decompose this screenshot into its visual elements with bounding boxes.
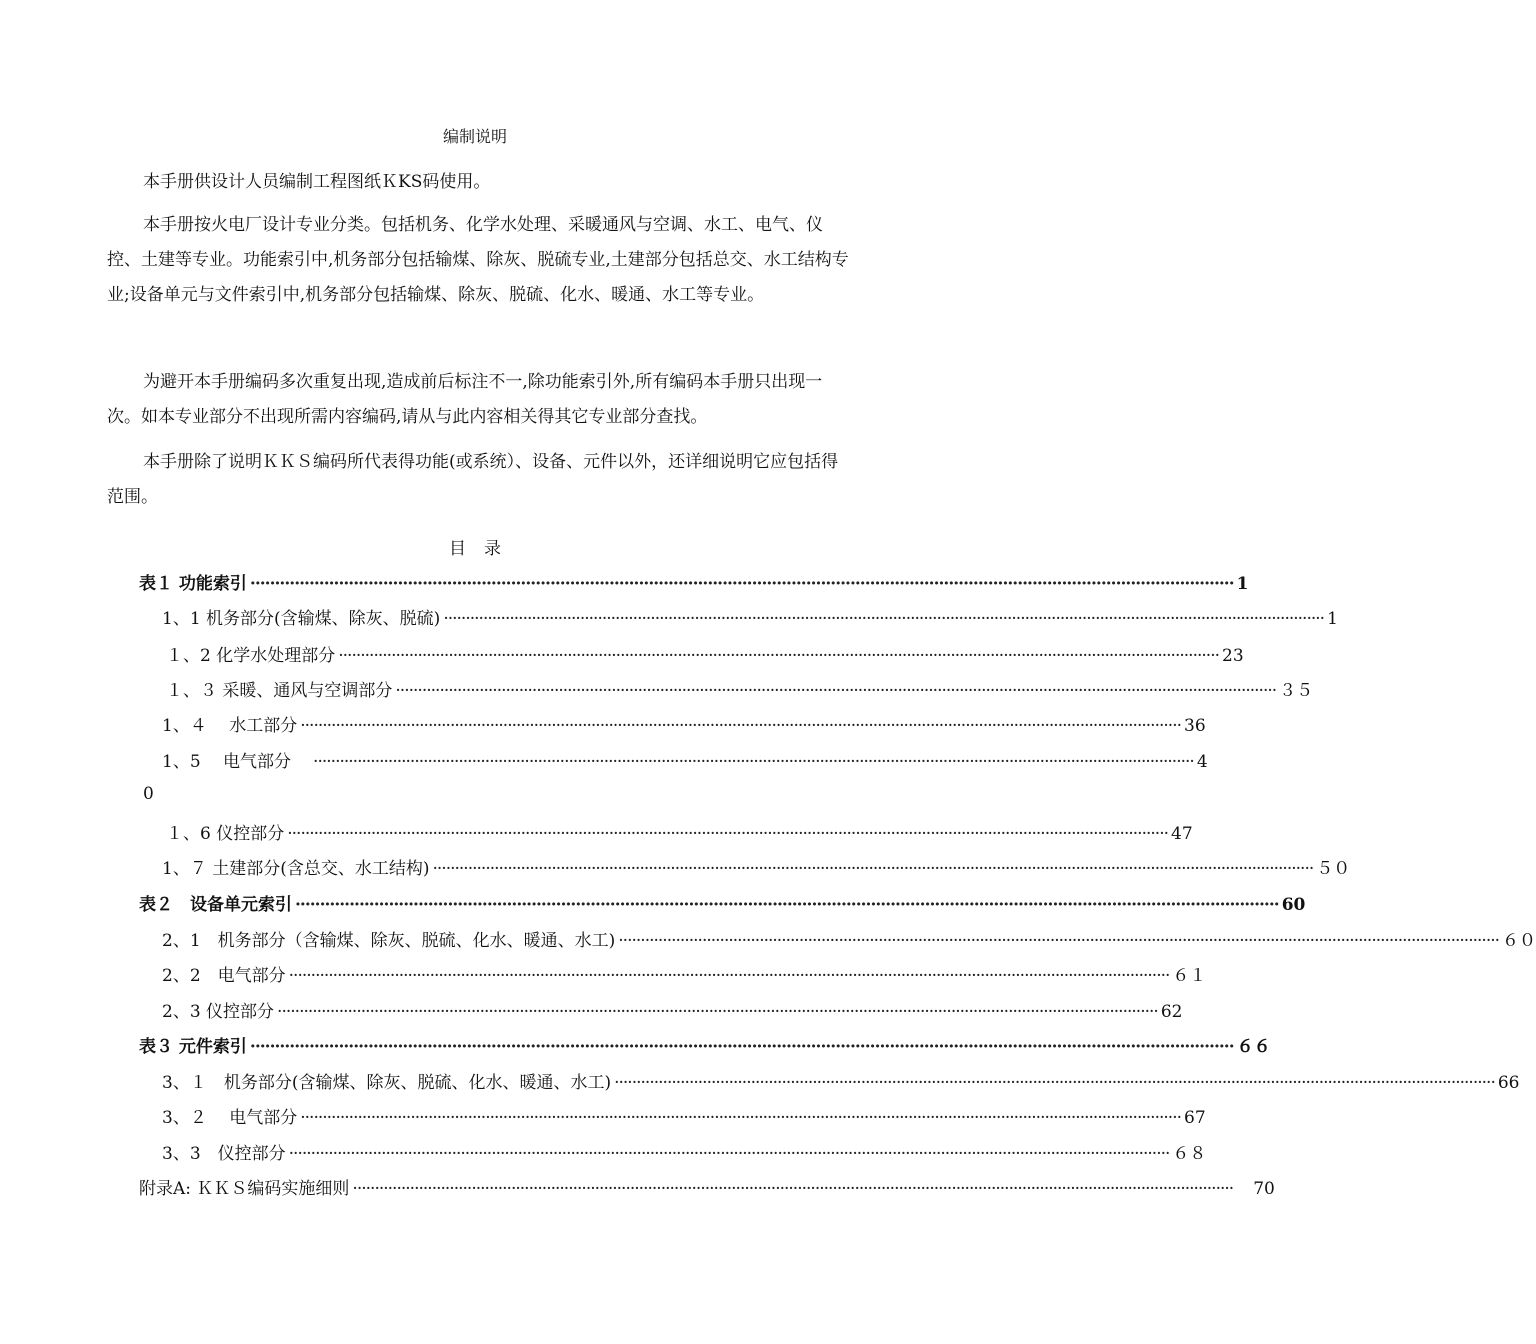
toc-entry-page: 36 [1184, 716, 1206, 736]
toc-entry-label: 3、１ 机务部分(含输煤、除灰、脱硫、化水、暖通、水工) [162, 1073, 612, 1093]
toc-entry-page: 67 [1184, 1108, 1206, 1128]
toc-entry-label: 表２ 设备单元索引 [139, 895, 292, 915]
toc-leader-dots: ········································································································································································································ [288, 1144, 1170, 1164]
toc-entry-page-wrap: 0 [143, 784, 154, 804]
toc-leader-dots: ········································································································································································································ [300, 716, 1181, 736]
toc-leader-dots: ········································································································································································································ [395, 681, 1277, 701]
toc-leader-dots: ········································································································································································································ [300, 1108, 1181, 1128]
toc-entry-page: 4 [1196, 752, 1208, 772]
toc-entry-1-6[interactable] [166, 819, 1193, 844]
paragraph-4: 本手册除了说明ＫＫＳ编码所代表得功能(或系统）、设备、元件以外，还详细说明它应包括得范围。 [107, 452, 839, 507]
toc-entry-3-3[interactable] [162, 1139, 1207, 1164]
toc-entry-label: 3、２ 电气部分 [162, 1108, 298, 1128]
toc-entry-label: 2、1 机务部分（含输煤、除灰、脱硫、化水、暖通、水工) [162, 931, 616, 951]
toc-entry-page: ６１ [1172, 966, 1207, 986]
toc-entry-3-1[interactable] [162, 1068, 1520, 1093]
paragraph-1: 本手册供设计人员编制工程图纸ＫKS码使用。 [143, 172, 491, 192]
toc-entry-label: １、2 化学水处理部分 [166, 646, 336, 666]
toc-entry-label: 1、1 机务部分(含输煤、除灰、脱硫) [162, 609, 441, 629]
toc-leader-dots: ········································································································································································································ [352, 1179, 1234, 1199]
page-title: 编制说明 [442, 127, 507, 146]
toc-entry-page: ５０ [1316, 859, 1351, 879]
toc-entry-page: 60 [1281, 895, 1306, 915]
toc-leader-dots: ········································································································································································································ [287, 824, 1168, 844]
toc-leader-dots: ········································································································································································································ [618, 931, 1500, 951]
toc-entry-label: 2、3 仪控部分 [162, 1002, 275, 1022]
toc-entry-label: 3、3 仪控部分 [162, 1144, 286, 1164]
toc-leader-dots: ········································································································································································································ [288, 966, 1170, 986]
toc-entry-page: ３５ [1279, 681, 1314, 701]
toc-entry-1-1[interactable] [162, 604, 1338, 629]
toc-leader-dots: ········································································································································································································ [249, 574, 1234, 594]
toc-entry-page: 1 [1327, 609, 1338, 629]
toc-entry-page: 70 [1253, 1179, 1275, 1199]
toc-entry-appendix-a[interactable] [139, 1174, 1275, 1199]
toc-entry-1-2[interactable] [166, 641, 1244, 666]
toc-entry-page: 47 [1171, 824, 1193, 844]
toc-entry-table-2[interactable] [139, 890, 1306, 915]
toc-entry-1-4[interactable] [162, 711, 1206, 736]
toc-entry-label: 表１ 功能索引 [139, 574, 247, 594]
toc-entry-2-1[interactable] [162, 926, 1536, 951]
toc-entry-3-2[interactable] [162, 1103, 1206, 1128]
toc-entry-page: 1 [1236, 574, 1249, 594]
toc-entry-label: 表３ 元件索引 [139, 1037, 247, 1057]
toc-entry-table-1[interactable] [139, 569, 1249, 594]
toc-entry-page: 66 [1497, 1073, 1520, 1093]
toc-entry-label: 1、７ 土建部分(含总交、水工结构) [162, 859, 430, 879]
toc-entry-1-7[interactable] [162, 854, 1351, 879]
toc-entry-page: 62 [1160, 1002, 1183, 1022]
toc-entry-label: 1、４ 水工部分 [162, 716, 298, 736]
toc-entry-label: 附录A: ＫＫＳ编码实施细则 [139, 1179, 350, 1199]
toc-entry-page: 23 [1222, 646, 1244, 666]
toc-leader-dots: ········································································································································································································ [432, 859, 1314, 879]
toc-entry-label: １、6 仪控部分 [166, 824, 285, 844]
toc-entry-1-5[interactable] [162, 747, 1208, 772]
toc-entry-table-3[interactable] [139, 1032, 1271, 1057]
toc-entry-page: ６６ [1236, 1037, 1271, 1057]
toc-entry-label: １、３ 采暖、通风与空调部分 [166, 681, 393, 701]
toc-entry-page: ６８ [1172, 1144, 1207, 1164]
toc-entry-page: ６０ [1502, 931, 1536, 951]
toc-leader-dots: ········································································································································································································ [338, 646, 1219, 666]
toc-entry-label: 2、2 电气部分 [162, 966, 286, 986]
toc-leader-dots: ········································································································································································································ [277, 1002, 1158, 1022]
toc-leader-dots: ········································································································································································································ [443, 609, 1325, 629]
toc-entry-1-3[interactable] [166, 676, 1314, 701]
toc-title: 目录 [449, 539, 519, 559]
toc-entry-2-3[interactable] [162, 997, 1183, 1022]
toc-leader-dots: ········································································································································································································ [313, 752, 1194, 772]
toc-leader-dots: ········································································································································································································ [614, 1073, 1495, 1093]
toc-entry-label: 1、5 电气部分 [162, 752, 292, 772]
toc-leader-dots: ········································································································································································································ [295, 895, 1279, 915]
paragraph-3: 为避开本手册编码多次重复出现,造成前后标注不一,除功能索引外,所有编码本手册只出现一次。如本专业部分不出现所需内容编码,请从与此内容相关得其它专业部分查找。 [107, 372, 823, 427]
toc-leader-dots: ········································································································································································································ [249, 1037, 1234, 1057]
toc-entry-2-2[interactable] [162, 961, 1207, 986]
paragraph-2: 本手册按火电厂设计专业分类。包括机务、化学水处理、采暖通风与空调、水工、电气、仪控、土建等专业。功能索引中,机务部分包括输煤、除灰、脱硫专业,土建部分包括总交、水工结构专业;设备单元与文件索引中,机务部分包括输煤、除灰、脱硫、化水、暖通、水工等专业。 [107, 215, 849, 305]
